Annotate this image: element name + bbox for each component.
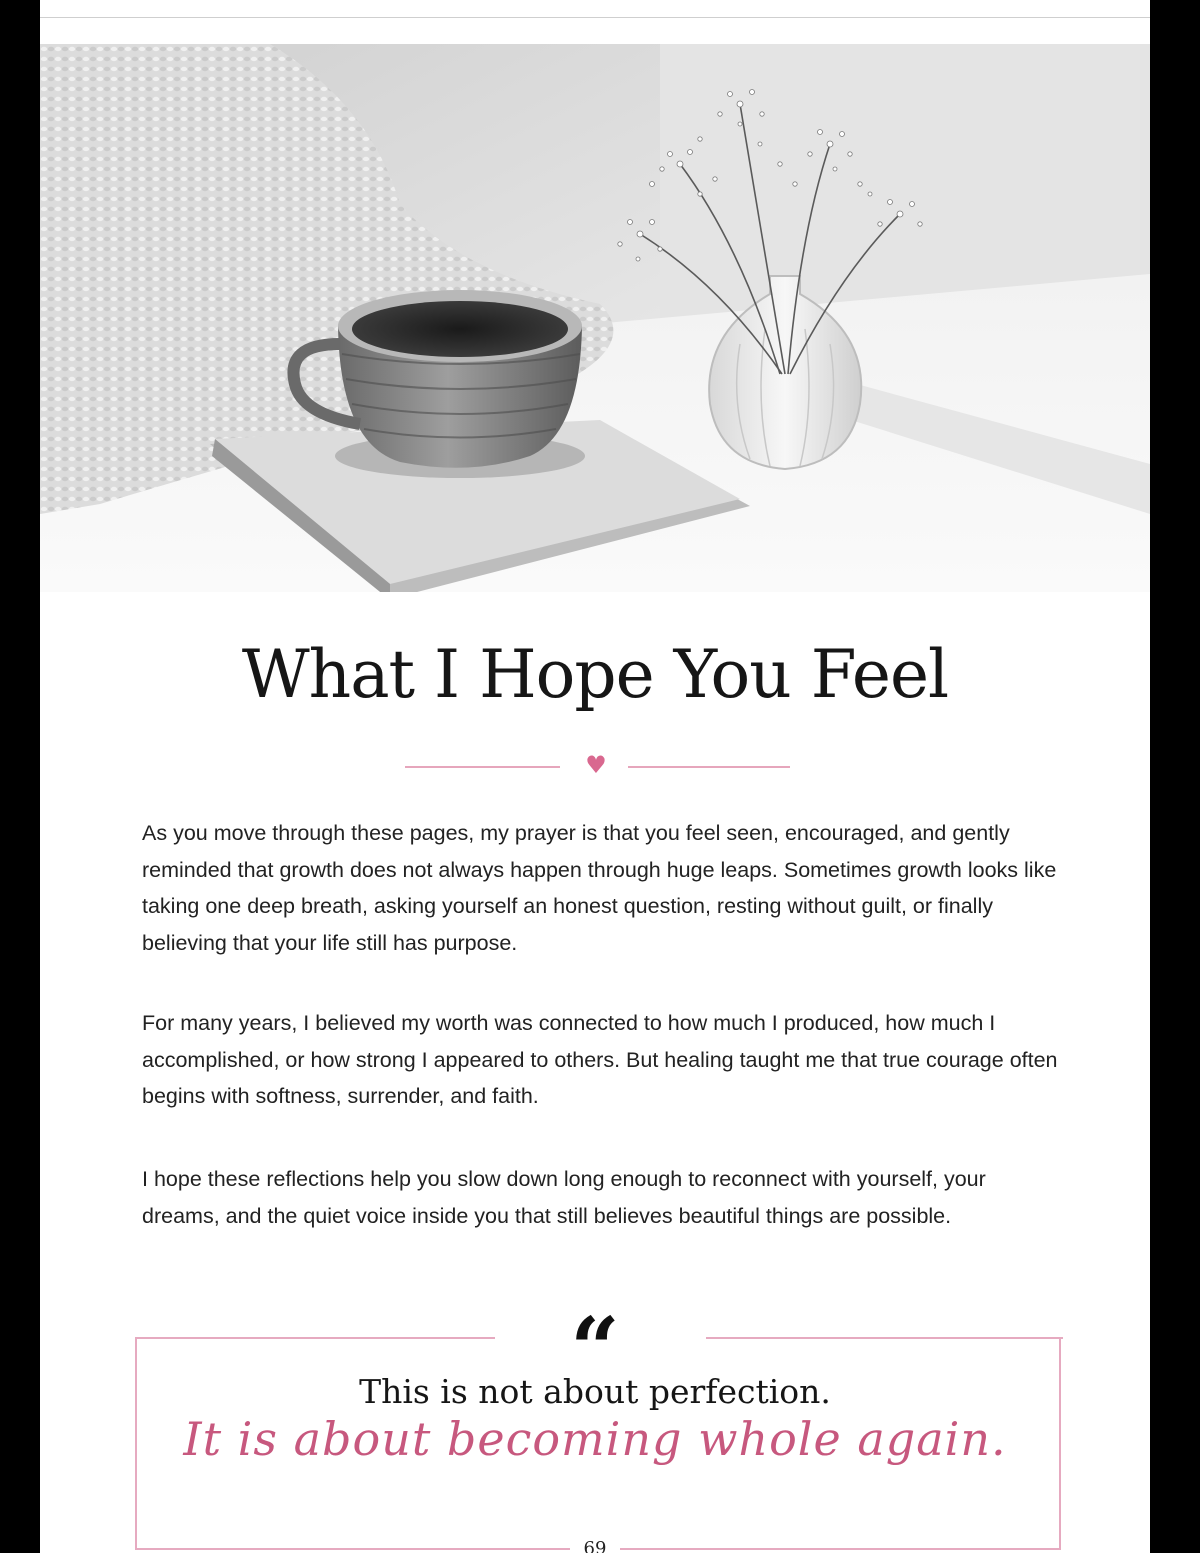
quote-line-1: This is not about perfection.	[359, 1372, 831, 1411]
divider-line-right	[628, 766, 790, 768]
body-paragraph-1: As you move through these pages, my prayer is that you feel seen, encouraged, and gently reminded that growth does not always happen through huge leaps. Sometimes growth looks like taking one deep breath, asking yourself an honest question, resting without guilt, or finally believing that your life still has purpose.	[142, 821, 1057, 955]
pull-quote-top-rule-left	[135, 1337, 495, 1339]
page-title: What I Hope You Feel	[241, 636, 949, 713]
quote-line-2: It is about becoming whole again.	[183, 1412, 1007, 1466]
top-rule	[40, 17, 1150, 18]
heart-icon: ♥	[585, 751, 607, 779]
page-number: 69	[570, 1538, 620, 1553]
hero-photo	[40, 44, 1150, 592]
divider-line-left	[405, 766, 560, 768]
document-page	[40, 0, 1150, 1553]
pull-quote-top-rule-right	[706, 1337, 1063, 1339]
quote-mark-icon: “	[570, 1299, 620, 1400]
body-paragraph-2: For many years, I believed my worth was connected to how much I produced, how much I accomplished, or how strong I appeared to others. But healing taught me that true courage often begins with softness, surrender, and faith.	[142, 1011, 1058, 1108]
body-paragraph-3: I hope these reflections help you slow down long enough to reconnect with yourself, your dreams, and the quiet voice inside you that still believes beautiful things are possible.	[142, 1167, 986, 1228]
